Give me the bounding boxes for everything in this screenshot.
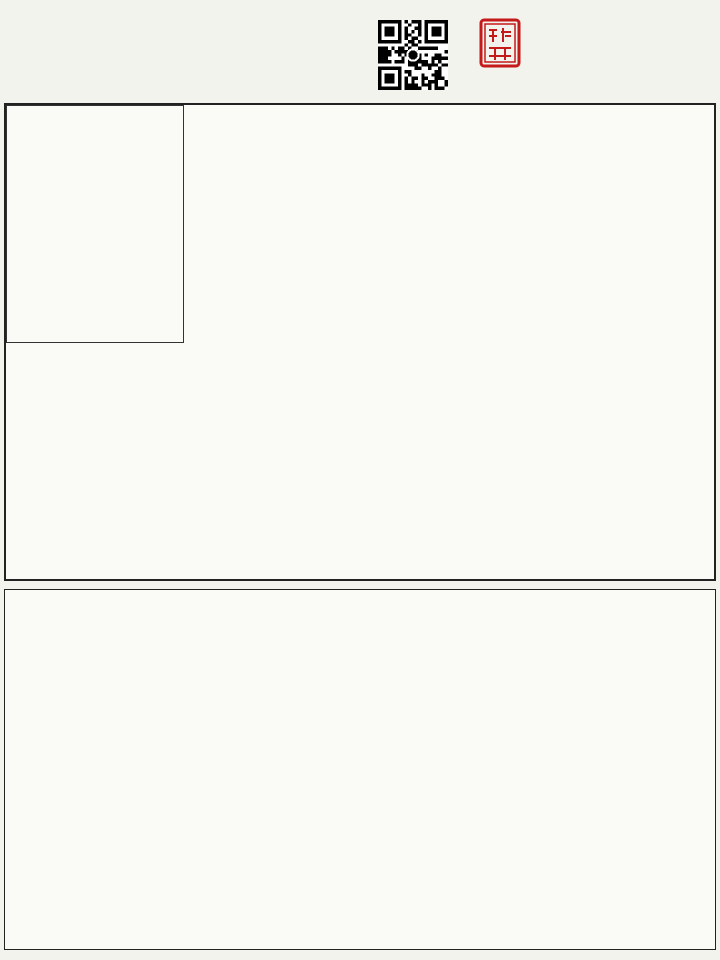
chart-header bbox=[0, 0, 720, 102]
red-seal-icon bbox=[479, 18, 521, 68]
four-pillars-grid bbox=[4, 103, 716, 581]
pillar-cell bbox=[6, 105, 184, 343]
annual-luck-table bbox=[4, 589, 716, 950]
gender-line bbox=[12, 31, 19, 45]
qr-code-icon[interactable] bbox=[378, 20, 448, 90]
